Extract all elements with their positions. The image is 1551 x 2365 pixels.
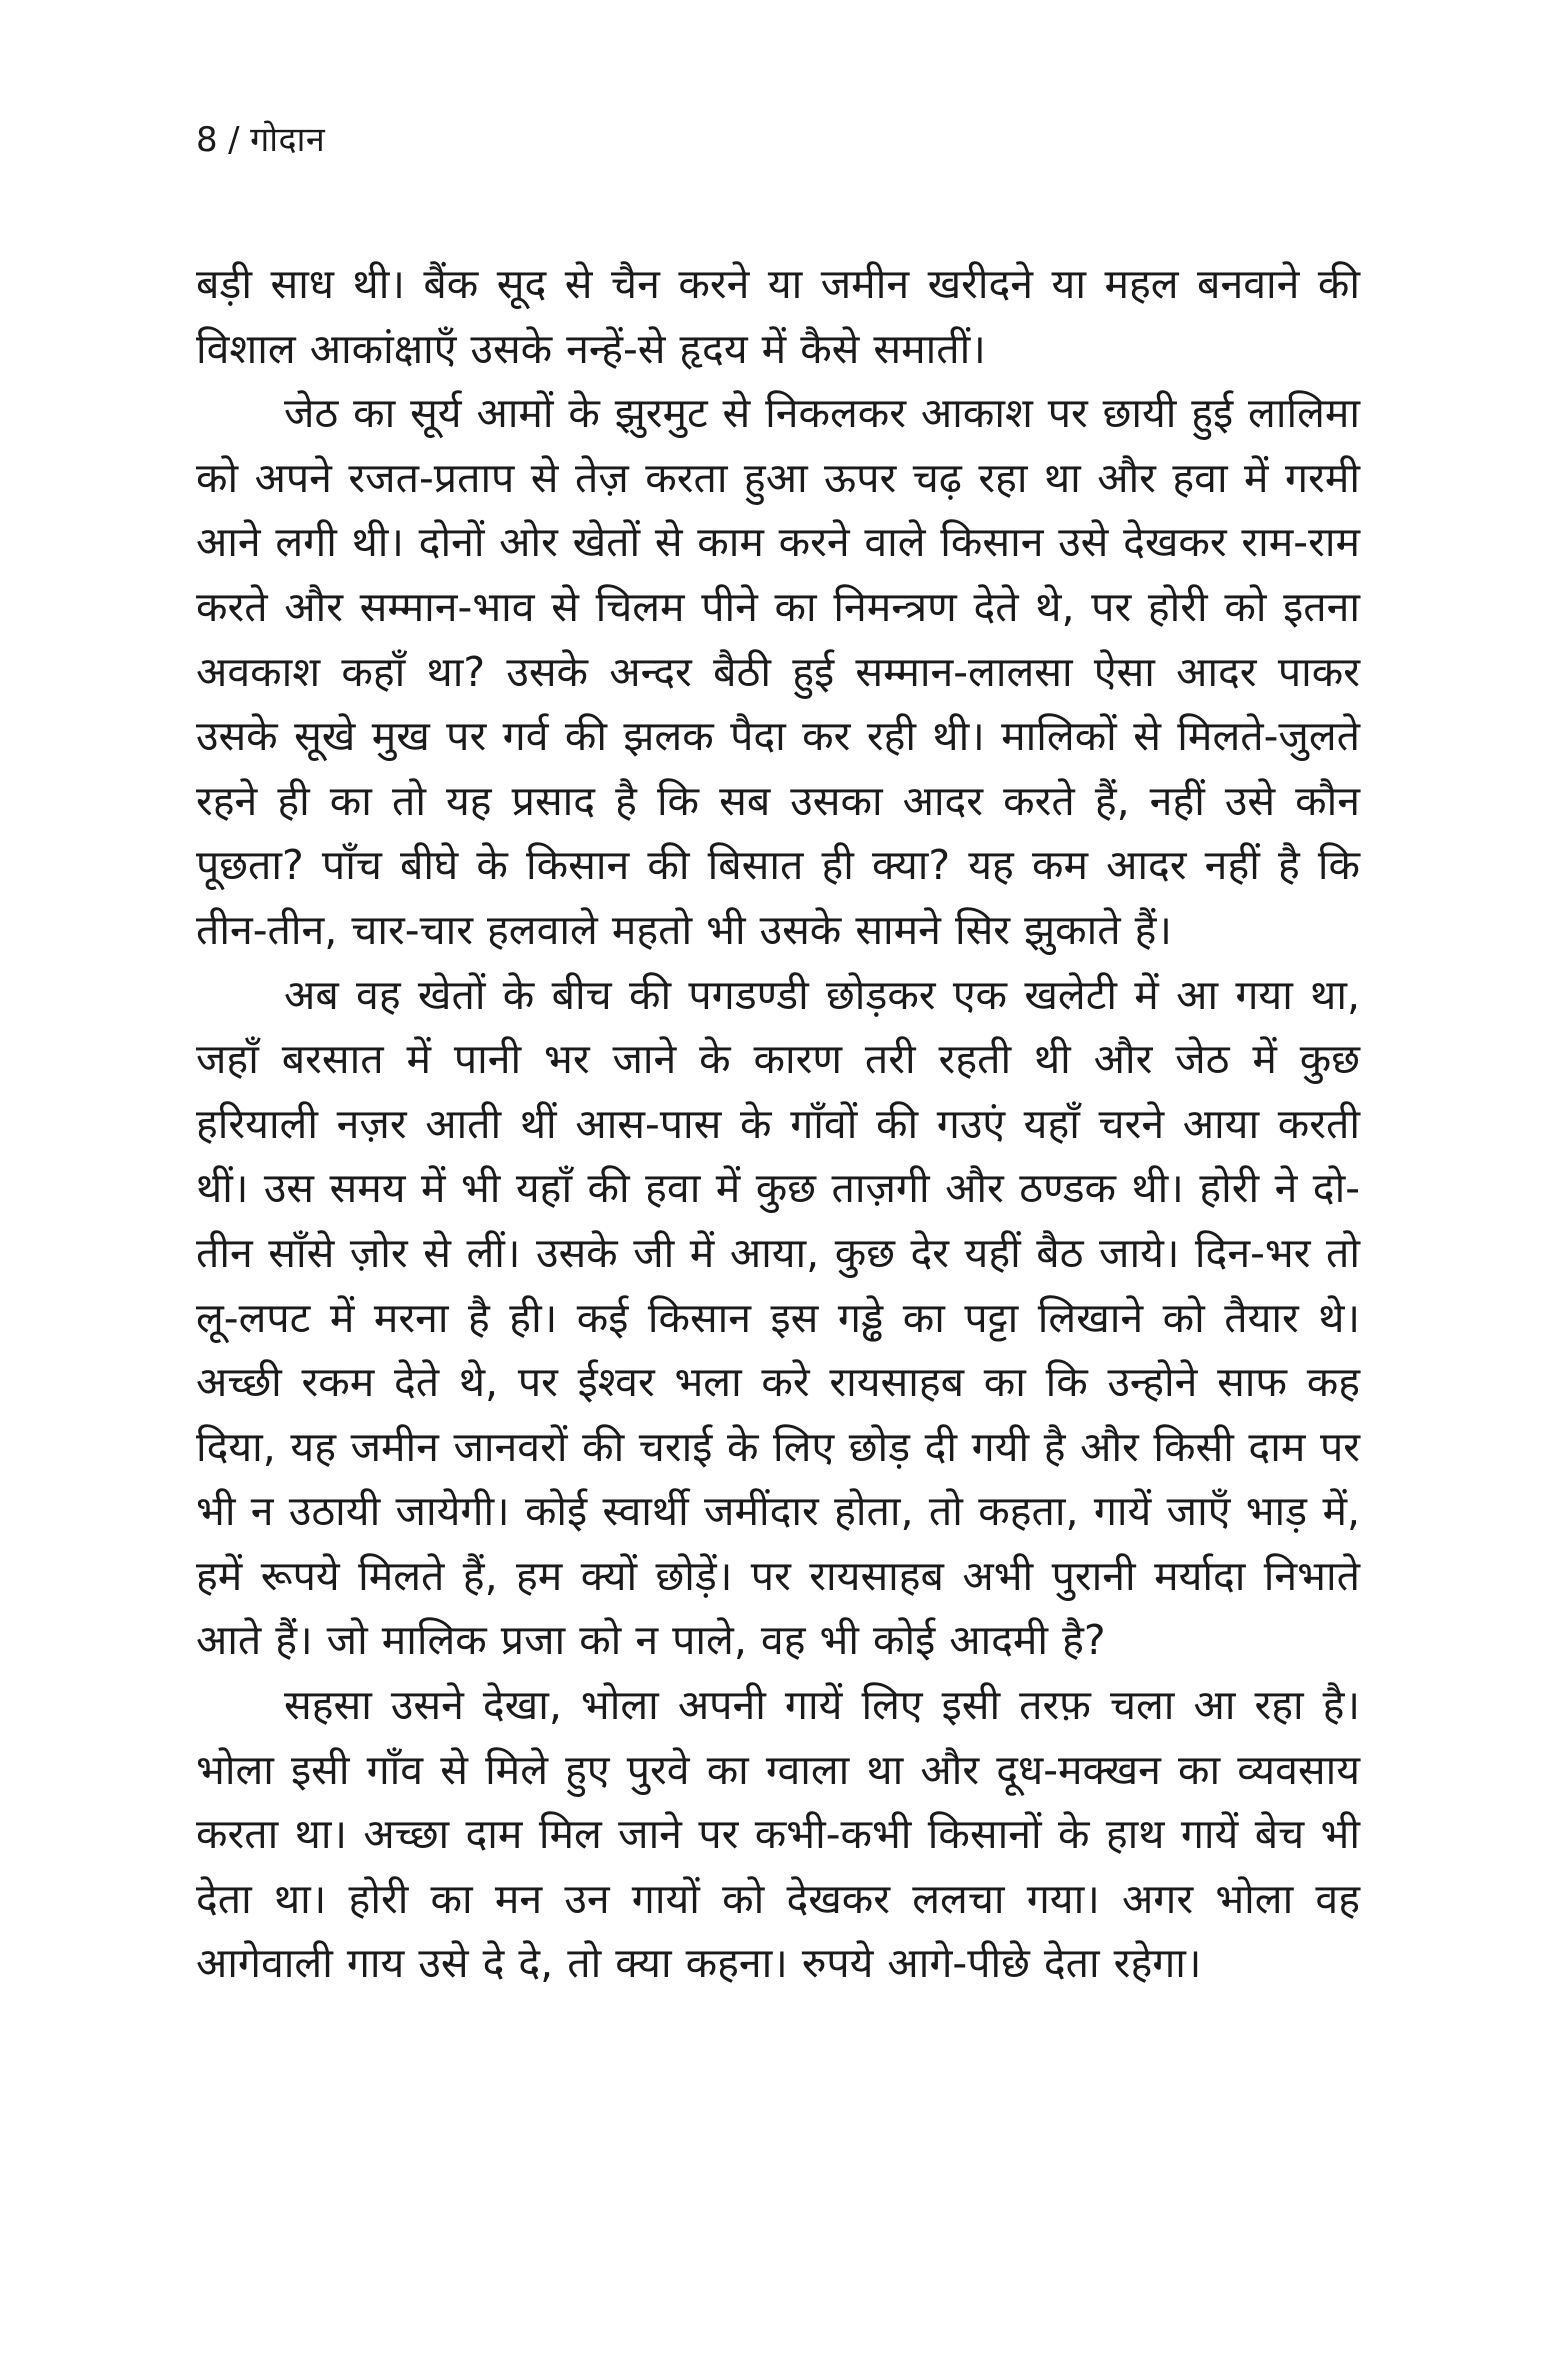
- paragraph-continued: बड़ी साध थी। बैंक सूद से चैन करने या जमीन खरीदने या महल बनवाने की विशाल आकांक्षाएँ उसके नन्हें-से हृदय में कैसे समातीं।: [196, 260, 1360, 373]
- paragraph: सहसा उसने देखा, भोला अपनी गायें लिए इसी तरफ़ चला आ रहा है। भोला इसी गाँव से मिले हुए पुरवे का ग्वाला था और दूध-मक्खन का व्यवसाय करता था। अच्छा दाम मिल जाने पर कभी-कभी किसानों के हाथ गायें बेच भी देता था। होरी का मन उन गायों को देखकर ललचा गया। अगर भोला वह आगेवाली गाय उसे दे दे, तो क्या कहना। रुपये आगे-पीछे देता रहेगा।: [196, 1681, 1360, 1988]
- paragraph: जेठ का सूर्य आमों के झुरमुट से निकलकर आकाश पर छायी हुई लालिमा को अपने रजत-प्रताप से तेज़ करता हुआ ऊपर चढ़ रहा था और हवा में गरमी आने लगी थी। दोनों ओर खेतों से काम करने वाले किसान उसे देखकर राम-राम करते और सम्मान-भाव से चिलम पीने का निमन्त्रण देते थे, पर होरी को इतना अवकाश कहाँ था? उसके अन्दर बैठी हुई सम्मान-लालसा ऐसा आदर पाकर उसके सूखे मुख पर गर्व की झलक पैदा कर रही थी। मालिकों से मिलते-जुलते रहने ही का तो यह प्रसाद है कि सब उसका आदर करते हैं, नहीं उसे कौन पूछता? पाँच बीघे के किसान की बिसात ही क्या? यह कम आदर नहीं है कि तीन-तीन, चार-चार हलवाले महतो भी उसके सामने सिर झुकाते हैं।: [196, 389, 1360, 954]
- running-header: [196, 118, 325, 162]
- book-title: गोदान: [250, 120, 326, 160]
- page-number: 8: [196, 120, 219, 160]
- paragraph: अब वह खेतों के बीच की पगडण्डी छोड़कर एक खलेटी में आ गया था, जहाँ बरसात में पानी भर जाने के कारण तरी रहती थी और जेठ में कुछ हरियाली नज़र आती थीं आस-पास के गाँवों की गउएं यहाँ चरने आया करती थीं। उस समय में भी यहाँ की हवा में कुछ ताज़गी और ठण्डक थी। होरी ने दो-तीन साँसे ज़ोर से लीं। उसके जी में आया, कुछ देर यहीं बैठ जाये। दिन-भर तो लू-लपट में मरना है ही। कई किसान इस गड्ढे का पट्टा लिखाने को तैयार थे। अच्छी रकम देते थे, पर ईश्वर भला करे रायसाहब का कि उन्होने साफ कह दिया, यह जमीन जानवरों की चराई के लिए छोड़ दी गयी है और किसी दाम पर भी न उठायी जायेगी। कोई स्वार्थी जमींदार होता, तो कहता, गायें जाएँ भाड़ में, हमें रूपये मिलते हैं, हम क्यों छोड़ें। पर रायसाहब अभी पुरानी मर्यादा निभाते आते हैं। जो मालिक प्रजा को न पाले, वह भी कोई आदमी है?: [196, 970, 1360, 1665]
- page-text: [196, 252, 1360, 1996]
- header-separator: /: [228, 120, 241, 160]
